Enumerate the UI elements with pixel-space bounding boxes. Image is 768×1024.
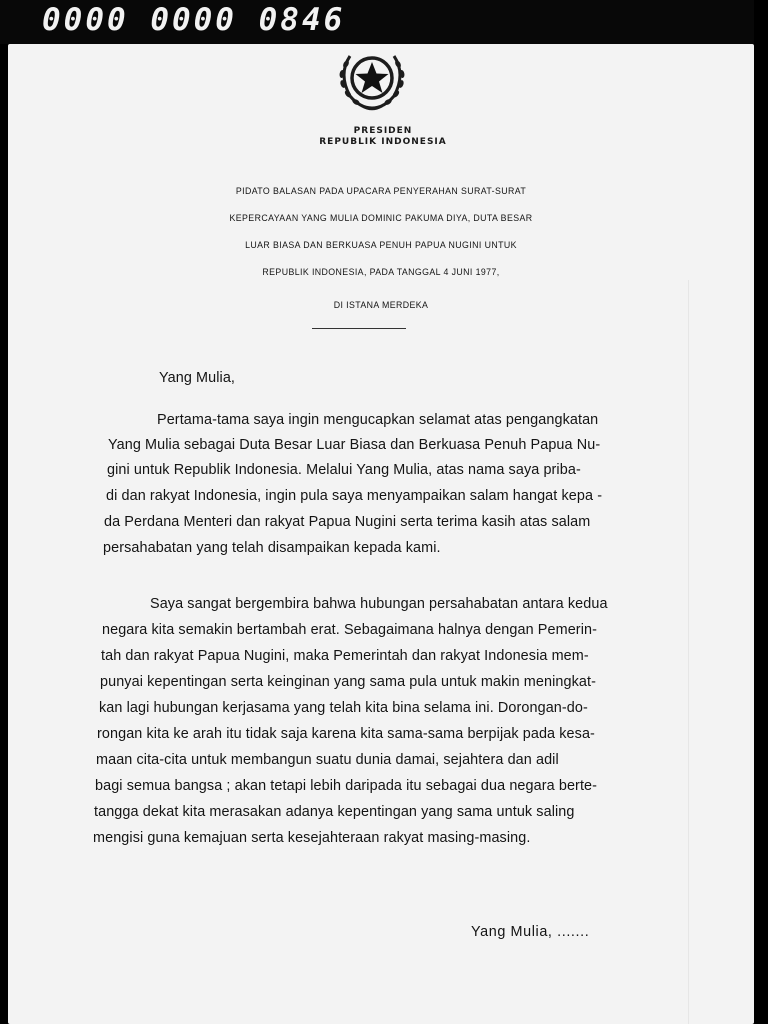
- film-frame-number: 0000 0000 0846: [42, 2, 346, 38]
- paragraph-line: kan lagi hubungan kerjasama yang telah kita bina selama ini. Dorongan-do-: [99, 700, 588, 716]
- letterhead-line-presiden: PRESIDEN: [353, 126, 413, 136]
- paragraph-line: bagi semua bangsa ; akan tetapi lebih daripada itu sebagai dua negara berte-: [95, 778, 598, 794]
- film-edge-right: [754, 0, 768, 1024]
- paragraph-line: maan cita-cita untuk membangun suatu dunia damai, sejahtera dan adil: [96, 752, 559, 768]
- closing-salutation: Yang Mulia, .......: [471, 924, 590, 940]
- paragraph-line: negara kita semakin bertambah erat. Sebagaimana halnya dengan Pemerin-: [102, 622, 597, 638]
- paragraph-line: di dan rakyat Indonesia, ingin pula saya menyampaikan salam hangat kepa -: [106, 488, 603, 504]
- document-page: [8, 44, 754, 1024]
- paragraph-line: da Perdana Menteri dan rakyat Papua Nugini serta terima kasih atas salam: [104, 514, 591, 530]
- title-line: LUAR BIASA DAN BERKUASA PENUH PAPUA NUGINI UNTUK: [245, 240, 517, 250]
- film-strip-header: [0, 0, 768, 44]
- title-underline: [312, 328, 406, 329]
- title-line: KEPERCAYAAN YANG MULIA DOMINIC PAKUMA DIYA, DUTA BESAR: [229, 213, 533, 223]
- paragraph-line: Saya sangat bergembira bahwa hubungan persahabatan antara kedua: [150, 596, 608, 612]
- salutation: Yang Mulia,: [159, 370, 236, 386]
- paragraph-line: persahabatan yang telah disampaikan kepada kami.: [103, 540, 441, 556]
- title-line: REPUBLIK INDONESIA, PADA TANGGAL 4 JUNI 1977,: [262, 267, 500, 277]
- letterhead-line-republik: REPUBLIK INDONESIA: [319, 137, 447, 147]
- paragraph-line: tah dan rakyat Papua Nugini, maka Pemerintah dan rakyat Indonesia mem-: [101, 648, 589, 664]
- paragraph-line: Yang Mulia sebagai Duta Besar Luar Biasa dan Berkuasa Penuh Papua Nu-: [108, 437, 601, 453]
- paragraph-line: punyai kepentingan serta keinginan yang sama pula untuk makin meningkat-: [100, 674, 596, 690]
- title-line: DI ISTANA MERDEKA: [333, 300, 429, 310]
- paragraph-line: Pertama-tama saya ingin mengucapkan selamat atas pengangkatan: [157, 412, 599, 428]
- paragraph-line: tangga dekat kita merasakan adanya kepentingan yang sama untuk saling: [94, 804, 575, 820]
- page-fold-line: [688, 280, 689, 1024]
- title-line: PIDATO BALASAN PADA UPACARA PENYERAHAN SURAT-SURAT: [235, 186, 527, 196]
- garuda-star-emblem-icon: [328, 44, 416, 114]
- paragraph-line: mengisi guna kemajuan serta kesejahteraan rakyat masing-masing.: [93, 830, 531, 846]
- paragraph-line: gini untuk Republik Indonesia. Melalui Yang Mulia, atas nama saya priba-: [107, 462, 581, 478]
- paragraph-line: rongan kita ke arah itu tidak saja karena kita sama-sama berpijak pada kesa-: [97, 726, 595, 742]
